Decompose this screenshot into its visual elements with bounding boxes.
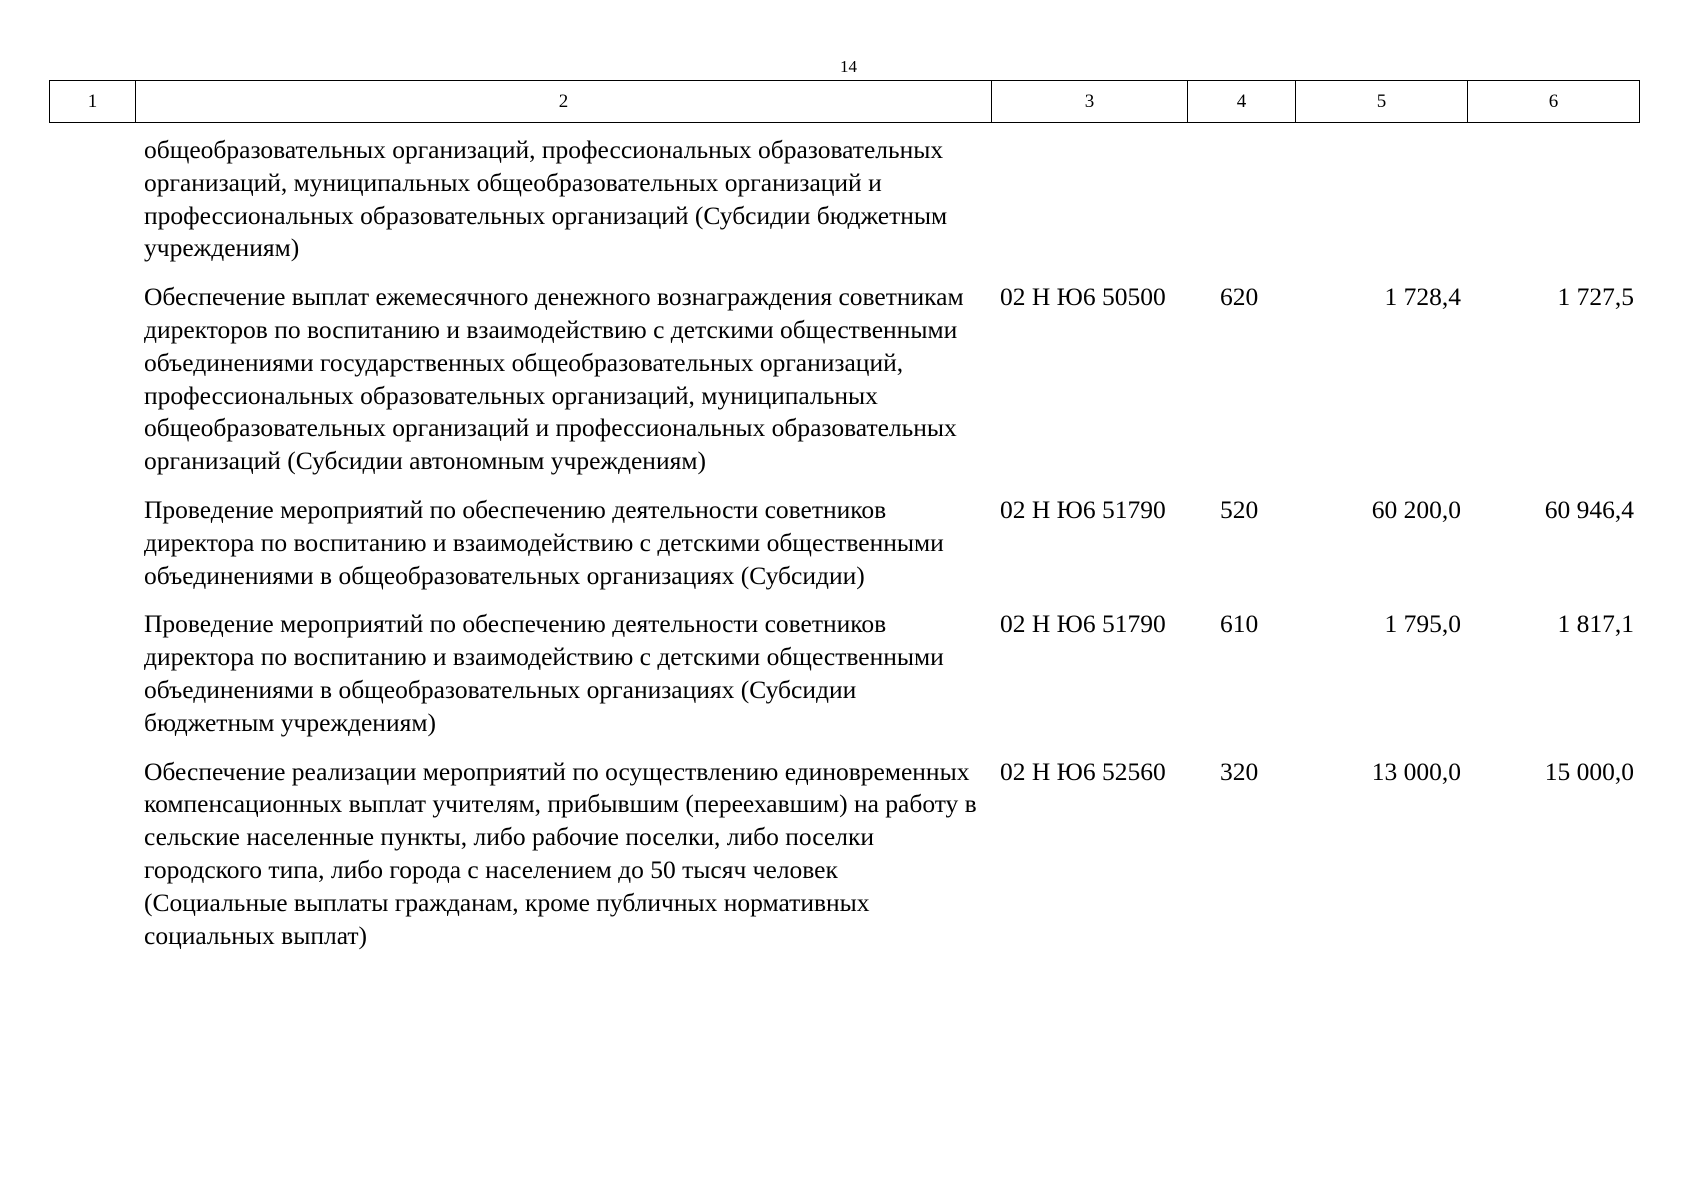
- row-description: Обеспечение выплат ежемесячного денежного вознаграждения советникам директоров по воспитанию и взаимодействию с детскими общественными объединениями государственных общеобразовательных организаций, профессиональных образовательных организаций, муниципальных общеобразовательных организаций и профессиональных образовательных организаций (Субсидии автономным учреждениям): [144, 282, 964, 476]
- row-amount-1: 1 795,0: [1384, 609, 1461, 639]
- column-header-5: 5: [1296, 81, 1468, 123]
- row-description: Обеспечение реализации мероприятий по осуществлению единовременных компенсационных выплат учителям, прибывшим (переехавшим) на работу в сельские населенные пункты, либо рабочие поселки, либо поселки городского типа, либо города с населением до 50 тысяч человек (Социальные выплаты гражданам, кроме публичных нормативных социальных выплат): [144, 756, 977, 950]
- row-amount-2: 1 727,5: [1557, 282, 1634, 312]
- row-description: общеобразовательных организаций, профессиональных образовательных организаций, муниципальных общеобразовательных организаций и профессиональных образовательных организаций (Субсидии бюджетным учреждениям): [144, 135, 948, 263]
- column-header-3: 3: [992, 81, 1188, 123]
- table-row: [0, 281, 1697, 478]
- column-header-6: 6: [1468, 81, 1640, 123]
- table-row: [0, 494, 1697, 592]
- row-target-code: 02 Н Ю6 50500: [1000, 282, 1166, 312]
- row-target-code: 02 Н Ю6 51790: [1000, 609, 1166, 639]
- row-amount-1: 13 000,0: [1371, 756, 1461, 786]
- row-target-code: 02 Н Ю6 51790: [1000, 494, 1166, 524]
- table-row: [0, 134, 1697, 265]
- row-amount-2: 15 000,0: [1544, 756, 1634, 786]
- row-expense-type: 320: [1220, 756, 1259, 786]
- row-expense-type: 620: [1220, 282, 1259, 312]
- table-row: [0, 756, 1697, 953]
- row-target-code: 02 Н Ю6 52560: [1000, 756, 1166, 786]
- table-row: [0, 608, 1697, 739]
- row-amount-1: 60 200,0: [1371, 494, 1461, 524]
- column-header-4: 4: [1188, 81, 1296, 123]
- row-amount-2: 1 817,1: [1557, 609, 1634, 639]
- row-expense-type: 520: [1220, 494, 1259, 524]
- page-number: 14: [840, 57, 857, 76]
- column-header-1: 1: [50, 81, 136, 123]
- row-amount-2: 60 946,4: [1544, 494, 1634, 524]
- column-header-table: [49, 80, 1640, 123]
- column-header-row: [50, 81, 1640, 123]
- row-amount-1: 1 728,4: [1384, 282, 1461, 312]
- column-header-2: 2: [136, 81, 992, 123]
- row-description: Проведение мероприятий по обеспечению деятельности советников директора по воспитанию и взаимодействию с детскими общественными объединениями в общеобразовательных организациях (Субсидии): [144, 494, 944, 590]
- row-description: Проведение мероприятий по обеспечению деятельности советников директора по воспитанию и взаимодействию с детскими общественными объединениями в общеобразовательных организациях (Субсидии бюджетным учреждениям): [144, 609, 944, 737]
- table-body: [0, 134, 1697, 968]
- row-expense-type: 610: [1220, 609, 1259, 639]
